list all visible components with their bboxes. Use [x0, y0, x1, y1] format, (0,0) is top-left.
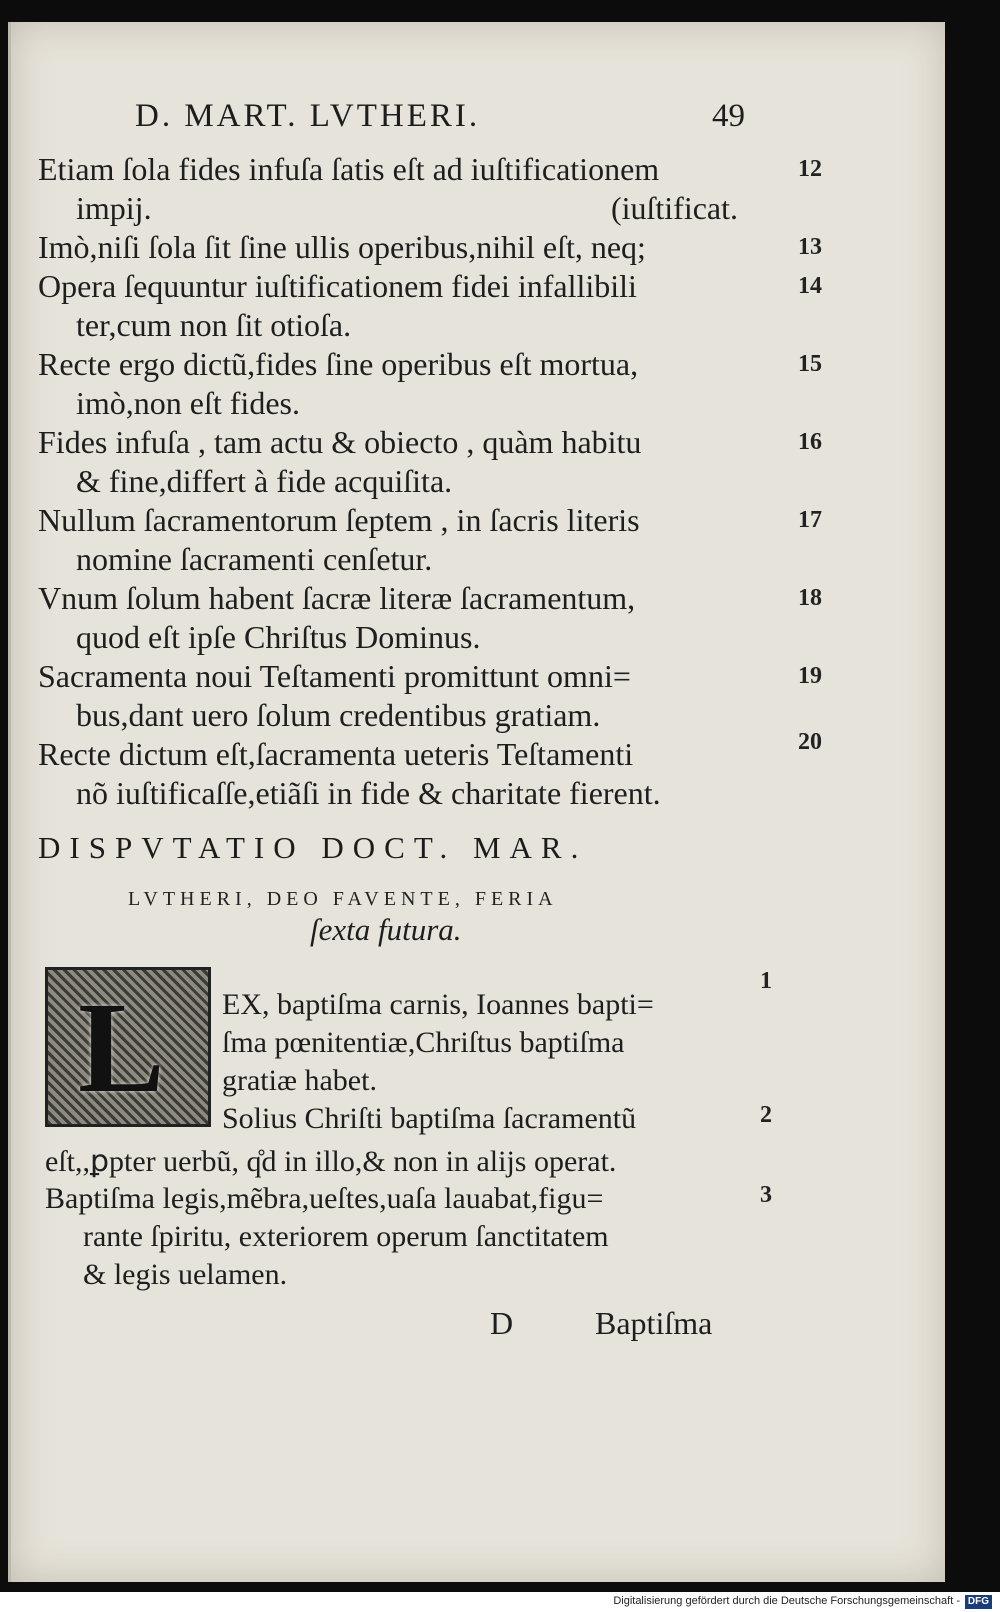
- thesis-number: 2: [760, 1102, 772, 1128]
- signature-mark: D: [490, 1305, 514, 1341]
- footer-credit: Digitalisierung gefördert durch die Deutsche Forschungsgemeinschaft -: [613, 1595, 960, 1607]
- text-line: Imò,niſi ſola ſit ſine ullis operibus,nihil eſt, neq; 13: [38, 229, 822, 265]
- text-line: & fine,differt à fide acquiſita.: [76, 463, 453, 499]
- text-line: Sacramenta noui Teſtamenti promittunt omni= 19: [38, 658, 822, 694]
- text-line: rante ſpiritu, exteriorem operum ſanctitatem: [83, 1220, 609, 1253]
- decorated-initial: [45, 967, 211, 1127]
- text-line: Baptiſma legis,mẽbra,ueſtes,uaſa lauabat,figu= 3: [45, 1182, 772, 1215]
- catchword: Baptiſma: [595, 1305, 713, 1341]
- disputatio-subheading: LVTHERI, DEO FAVENTE, FERIA: [128, 888, 558, 910]
- text-line: Recte dictum eſt,ſacramenta ueteris Teſtamenti 20: [38, 735, 738, 774]
- thesis-number: 20: [798, 729, 822, 755]
- section2-full: [45, 1144, 772, 1296]
- text-line: ſma pœnitentiæ,Chriſtus baptiſma: [222, 1026, 625, 1059]
- thesis-number: 18: [798, 585, 822, 611]
- dfg-logo-icon: DFG: [965, 1595, 992, 1609]
- thesis-number: 1: [760, 968, 772, 994]
- text-line: eſt,,ꝑpter uerbũ, q̊d in illo,& non in alijs operat.: [45, 1145, 617, 1178]
- text-line: bus,dant uero ſolum credentibus gratiam.: [76, 697, 601, 733]
- digitization-footer: [0, 1592, 1000, 1612]
- text-line: Nullum ſacramentorum ſeptem , in ſacris literis 17: [38, 502, 822, 538]
- initial-letter: L: [78, 976, 165, 1120]
- thesis-number: 15: [798, 351, 822, 377]
- disputatio-date: ſexta futura.: [310, 912, 462, 947]
- text-line: Vnum ſolum habent ſacræ literæ ſacramentum, 18: [38, 580, 822, 616]
- thesis-number: 13: [798, 234, 822, 260]
- text-line: nomine ſacramenti cenſetur.: [76, 541, 433, 577]
- running-header: [135, 98, 745, 142]
- thesis-number: 19: [798, 663, 822, 689]
- text-line: Solius Chriſti baptiſma ſacramentũ 2: [222, 1102, 772, 1135]
- thesis-number: 3: [760, 1182, 772, 1208]
- thesis-number: 14: [798, 273, 822, 299]
- text-line: ter,cum non ſit otioſa.: [76, 307, 352, 343]
- thesis-number: 16: [798, 429, 822, 455]
- text-line: Fides infuſa , tam actu & obiecto , quàm habitu 16: [38, 424, 822, 460]
- text-line: Etiam ſola fides infuſa ſatis eſt ad iuſtificationem 12: [38, 151, 822, 187]
- text-line: imò,non eſt fides.: [76, 385, 300, 421]
- running-title: D. MART. LVTHERI.: [135, 98, 481, 134]
- text-line: impij. (iuſtificat.: [76, 190, 738, 226]
- text-line: gratiæ habet.: [222, 1064, 377, 1097]
- thesis-number: 12: [798, 156, 822, 182]
- text-line: quod eſt ipſe Chriſtus Dominus.: [76, 619, 481, 655]
- section2-indented: [222, 968, 772, 1140]
- text-line: EX, baptiſma carnis, Ioannes bapti= 1: [222, 968, 772, 1021]
- text-line: nõ iuſtificaſſe,etiãſi in fide & charitate fierent.: [76, 775, 661, 811]
- theses-block: [38, 150, 822, 813]
- page-number: 49: [712, 98, 745, 134]
- disputatio-heading: DISPVTATIO DOCT. MAR.: [38, 830, 588, 865]
- text-line: & legis uelamen.: [83, 1258, 288, 1291]
- thesis-number: 17: [798, 507, 822, 533]
- text-line: Opera ſequuntur iuſtificationem fidei infallibili 14: [38, 268, 822, 304]
- text-line: Recte ergo dictũ,fides ſine operibus eſt mortua, 15: [38, 346, 822, 382]
